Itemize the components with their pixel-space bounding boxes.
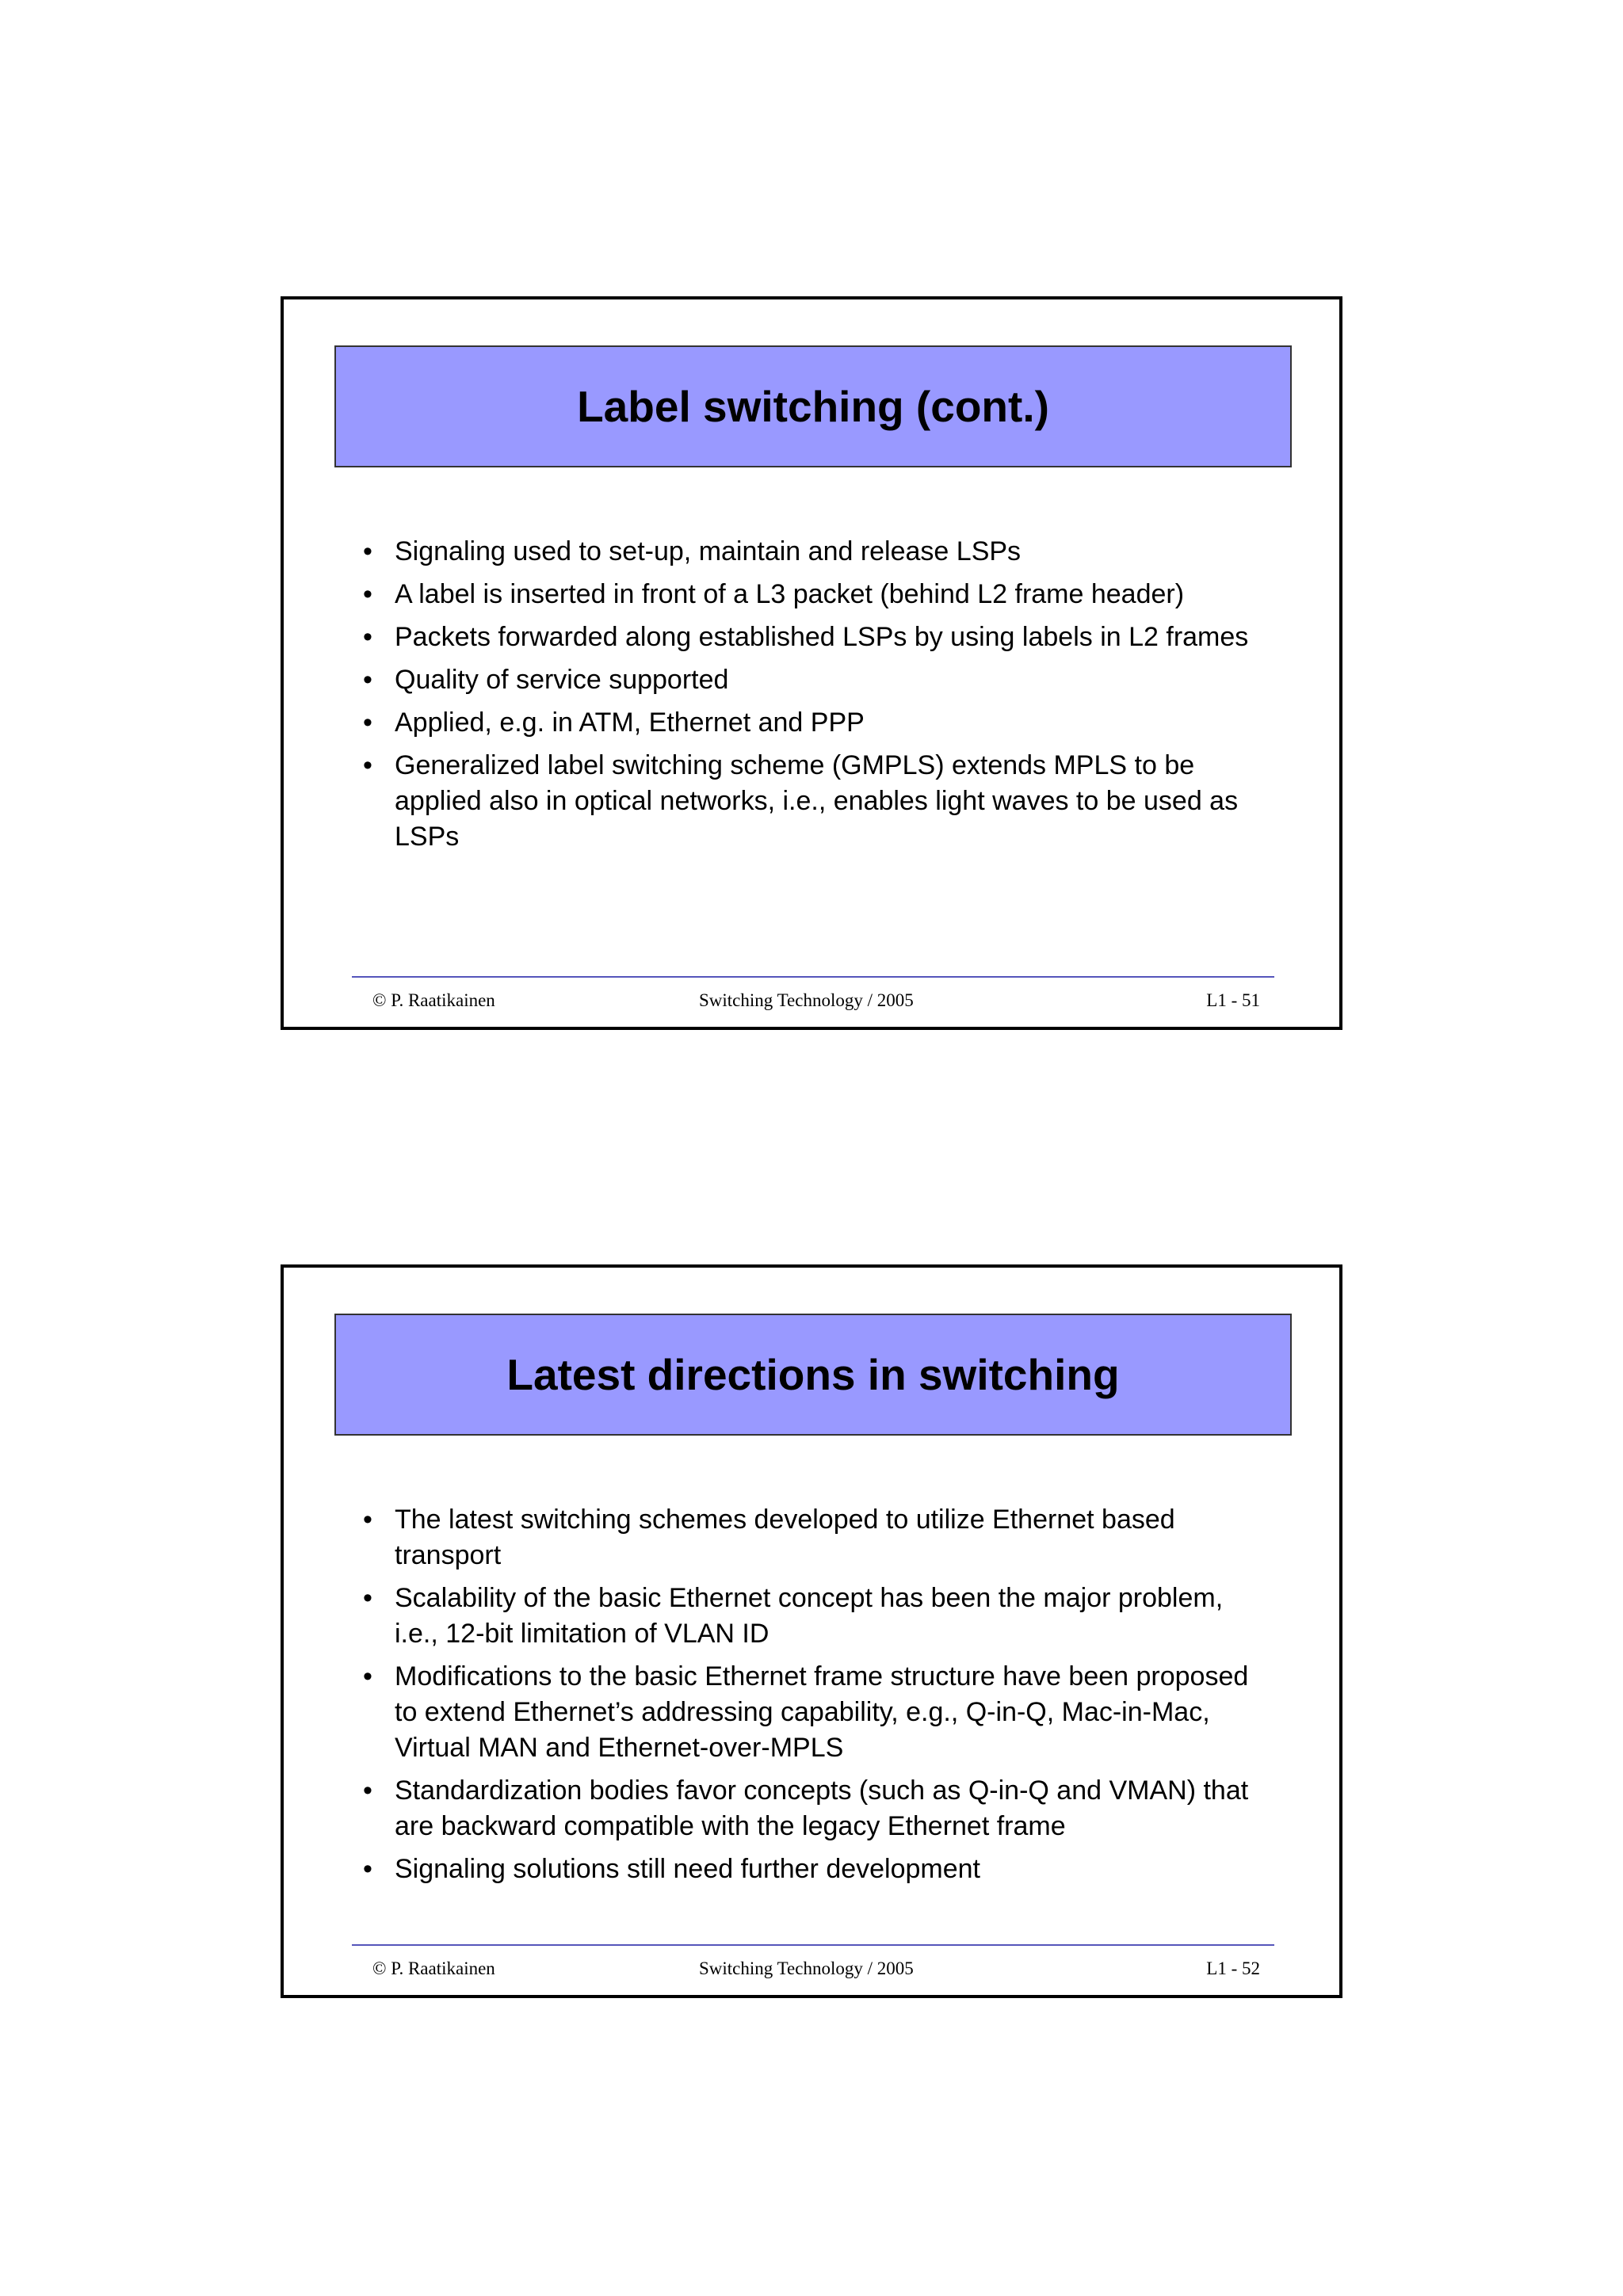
bullet-icon: • — [363, 750, 372, 780]
bullet-text: Signaling solutions still need further development — [395, 1854, 981, 1884]
bullet-icon: • — [363, 1505, 372, 1535]
bullet-icon: • — [363, 622, 372, 652]
bullet-text: The latest switching schemes developed to utilize Ethernet based transport — [395, 1505, 1175, 1570]
bullet-item — [363, 1502, 1266, 1573]
bullet-icon: • — [363, 579, 372, 609]
footer-course: Switching Technology / 2005 — [699, 1958, 914, 1978]
slide-title-box — [334, 345, 1292, 467]
slide-title: Latest directions in switching — [506, 1350, 1120, 1399]
bullet-list — [363, 1502, 1266, 1894]
bullet-text: Applied, e.g. in ATM, Ethernet and PPP — [395, 707, 865, 738]
bullet-item — [363, 1659, 1266, 1766]
slide-title-box — [334, 1314, 1292, 1436]
bullet-item — [363, 577, 1266, 612]
bullet-text: Scalability of the basic Ethernet concept has been the major problem, i.e., 12-bit limitation of VLAN ID — [395, 1583, 1224, 1649]
bullet-item — [363, 748, 1266, 855]
bullet-icon: • — [363, 1661, 372, 1691]
slide-1 — [281, 296, 1342, 1030]
footer-course: Switching Technology / 2005 — [699, 990, 914, 1010]
footer-divider — [352, 1944, 1274, 1946]
slide-2 — [281, 1264, 1342, 1998]
bullet-text: Generalized label switching scheme (GMPLS) extends MPLS to be applied also in optical networks, i.e., enables light waves to be used as LSPs — [395, 750, 1239, 852]
bullet-icon: • — [363, 1583, 372, 1613]
footer-author: © P. Raatikainen — [372, 1958, 495, 1978]
bullet-icon: • — [363, 1854, 372, 1884]
bullet-item — [363, 705, 1266, 741]
bullet-item — [363, 1581, 1266, 1652]
bullet-item — [363, 1852, 1266, 1887]
slide-title: Label switching (cont.) — [577, 382, 1049, 431]
bullet-icon: • — [363, 1775, 372, 1806]
footer-divider — [352, 976, 1274, 978]
bullet-text: Packets forwarded along established LSPs by using labels in L2 frames — [395, 622, 1249, 652]
bullet-text: A label is inserted in front of a L3 packet (behind L2 frame header) — [395, 579, 1185, 609]
bullet-icon: • — [363, 665, 372, 695]
bullet-icon: • — [363, 536, 372, 566]
footer-page-number: L1 - 52 — [1206, 1958, 1260, 1978]
bullet-list — [363, 534, 1266, 862]
bullet-item — [363, 1773, 1266, 1844]
footer-page-number: L1 - 51 — [1206, 990, 1260, 1010]
bullet-text: Modifications to the basic Ethernet frame structure have been proposed to extend Ethernet’s addressing capability, e.g., Q-in-Q, Mac-in-Mac, Virtual MAN and Ethernet-over-MPLS — [395, 1661, 1249, 1763]
bullet-text: Signaling used to set-up, maintain and release LSPs — [395, 536, 1022, 566]
bullet-text: Standardization bodies favor concepts (such as Q-in-Q and VMAN) that are backward compatible with the legacy Ethernet frame — [395, 1775, 1249, 1841]
bullet-item — [363, 662, 1266, 698]
footer-author: © P. Raatikainen — [372, 990, 495, 1010]
bullet-item — [363, 534, 1266, 570]
bullet-icon: • — [363, 707, 372, 738]
bullet-item — [363, 620, 1266, 655]
bullet-text: Quality of service supported — [395, 665, 729, 695]
